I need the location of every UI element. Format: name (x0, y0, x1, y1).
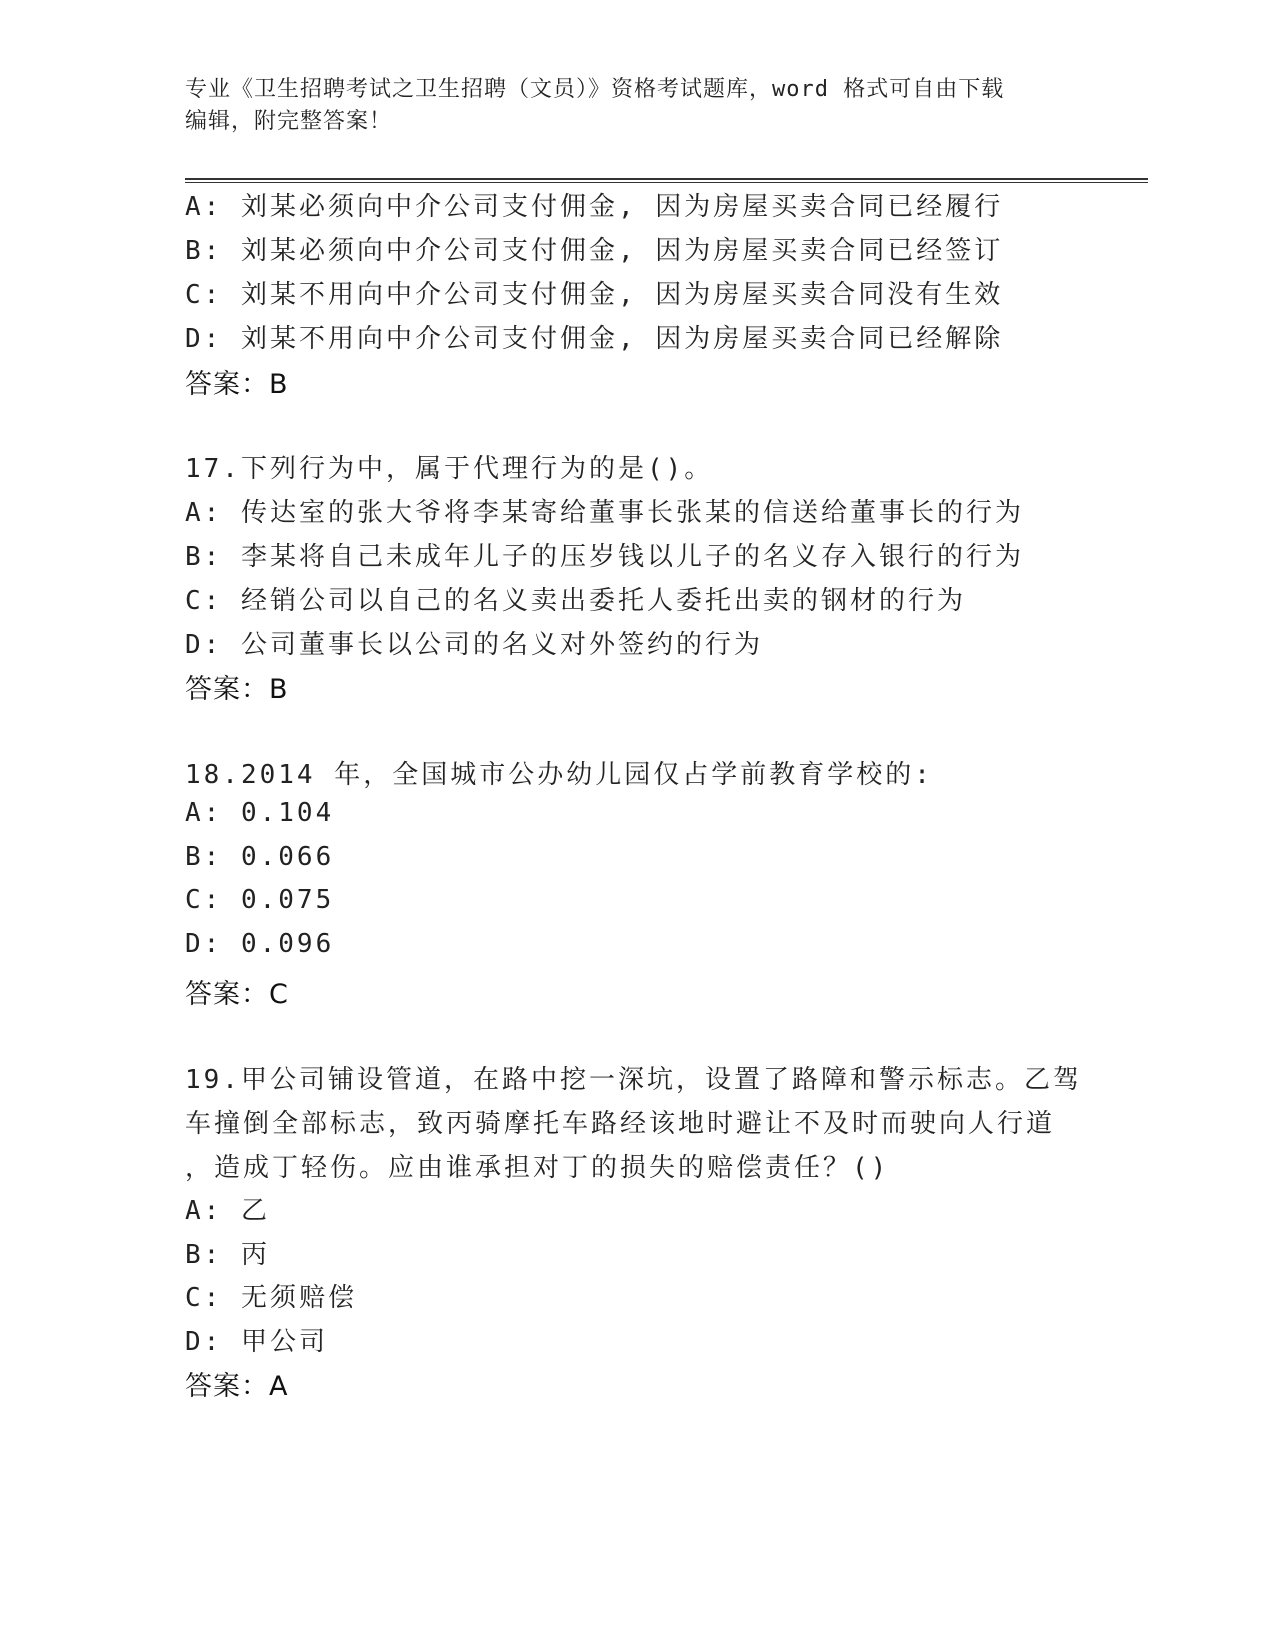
q19-question-line-2: 车撞倒全部标志，致丙骑摩托车路经该地时避让不及时而驶向人行道 (185, 1109, 1056, 1139)
document-header (185, 74, 1085, 138)
q19-option-a: A: 乙 (185, 1196, 270, 1226)
q17-question: 17.下列行为中，属于代理行为的是()。 (185, 454, 714, 484)
q16-option-c: C: 刘某不用向中介公司支付佣金, 因为房屋买卖合同没有生效 (185, 280, 1004, 310)
header-line-2: 编辑，附完整答案！ (185, 109, 393, 134)
q18-option-a: A: 0.104 (185, 798, 335, 828)
header-divider-thick (185, 178, 1148, 180)
q18-option-d: D: 0.096 (185, 929, 335, 959)
q16-option-d: D: 刘某不用向中介公司支付佣金, 因为房屋买卖合同已经解除 (185, 324, 1004, 354)
q18-question: 18.2014 年，全国城市公办幼儿园仅占学前教育学校的: (185, 760, 933, 790)
q18-option-c: C: 0.075 (185, 885, 335, 915)
q19-answer: 答案：A (185, 1371, 289, 1402)
q16-option-a: A: 刘某必须向中介公司支付佣金, 因为房屋买卖合同已经履行 (185, 192, 1004, 222)
q18-answer: 答案：C (185, 979, 289, 1010)
header-line-1: 专业《卫生招聘考试之卫生招聘（文员）》资格考试题库，word 格式可自由下载 (185, 77, 1005, 102)
q16-option-b: B: 刘某必须向中介公司支付佣金, 因为房屋买卖合同已经签订 (185, 236, 1004, 266)
q16-answer: 答案：B (185, 369, 289, 400)
q19-question-line-1: 19.甲公司铺设管道，在路中挖一深坑，设置了路障和警示标志。乙驾 (185, 1065, 1082, 1095)
q17-option-c: C: 经销公司以自己的名义卖出委托人委托出卖的钢材的行为 (185, 586, 966, 616)
q17-option-d: D: 公司董事长以公司的名义对外签约的行为 (185, 630, 763, 660)
header-divider-thin (185, 182, 1148, 183)
q17-option-b: B: 李某将自己未成年儿子的压岁钱以儿子的名义存入银行的行为 (185, 542, 1024, 572)
q19-question-line-3: ，造成丁轻伤。应由谁承担对丁的损失的赔偿责任？() (185, 1153, 890, 1183)
q17-option-a: A: 传达室的张大爷将李某寄给董事长张某的信送给董事长的行为 (185, 498, 1024, 528)
q18-option-b: B: 0.066 (185, 842, 335, 872)
q19-option-b: B: 丙 (185, 1240, 270, 1270)
q17-answer: 答案：B (185, 674, 289, 705)
q19-option-d: D: 甲公司 (185, 1327, 328, 1357)
q19-option-c: C: 无须赔偿 (185, 1283, 357, 1313)
